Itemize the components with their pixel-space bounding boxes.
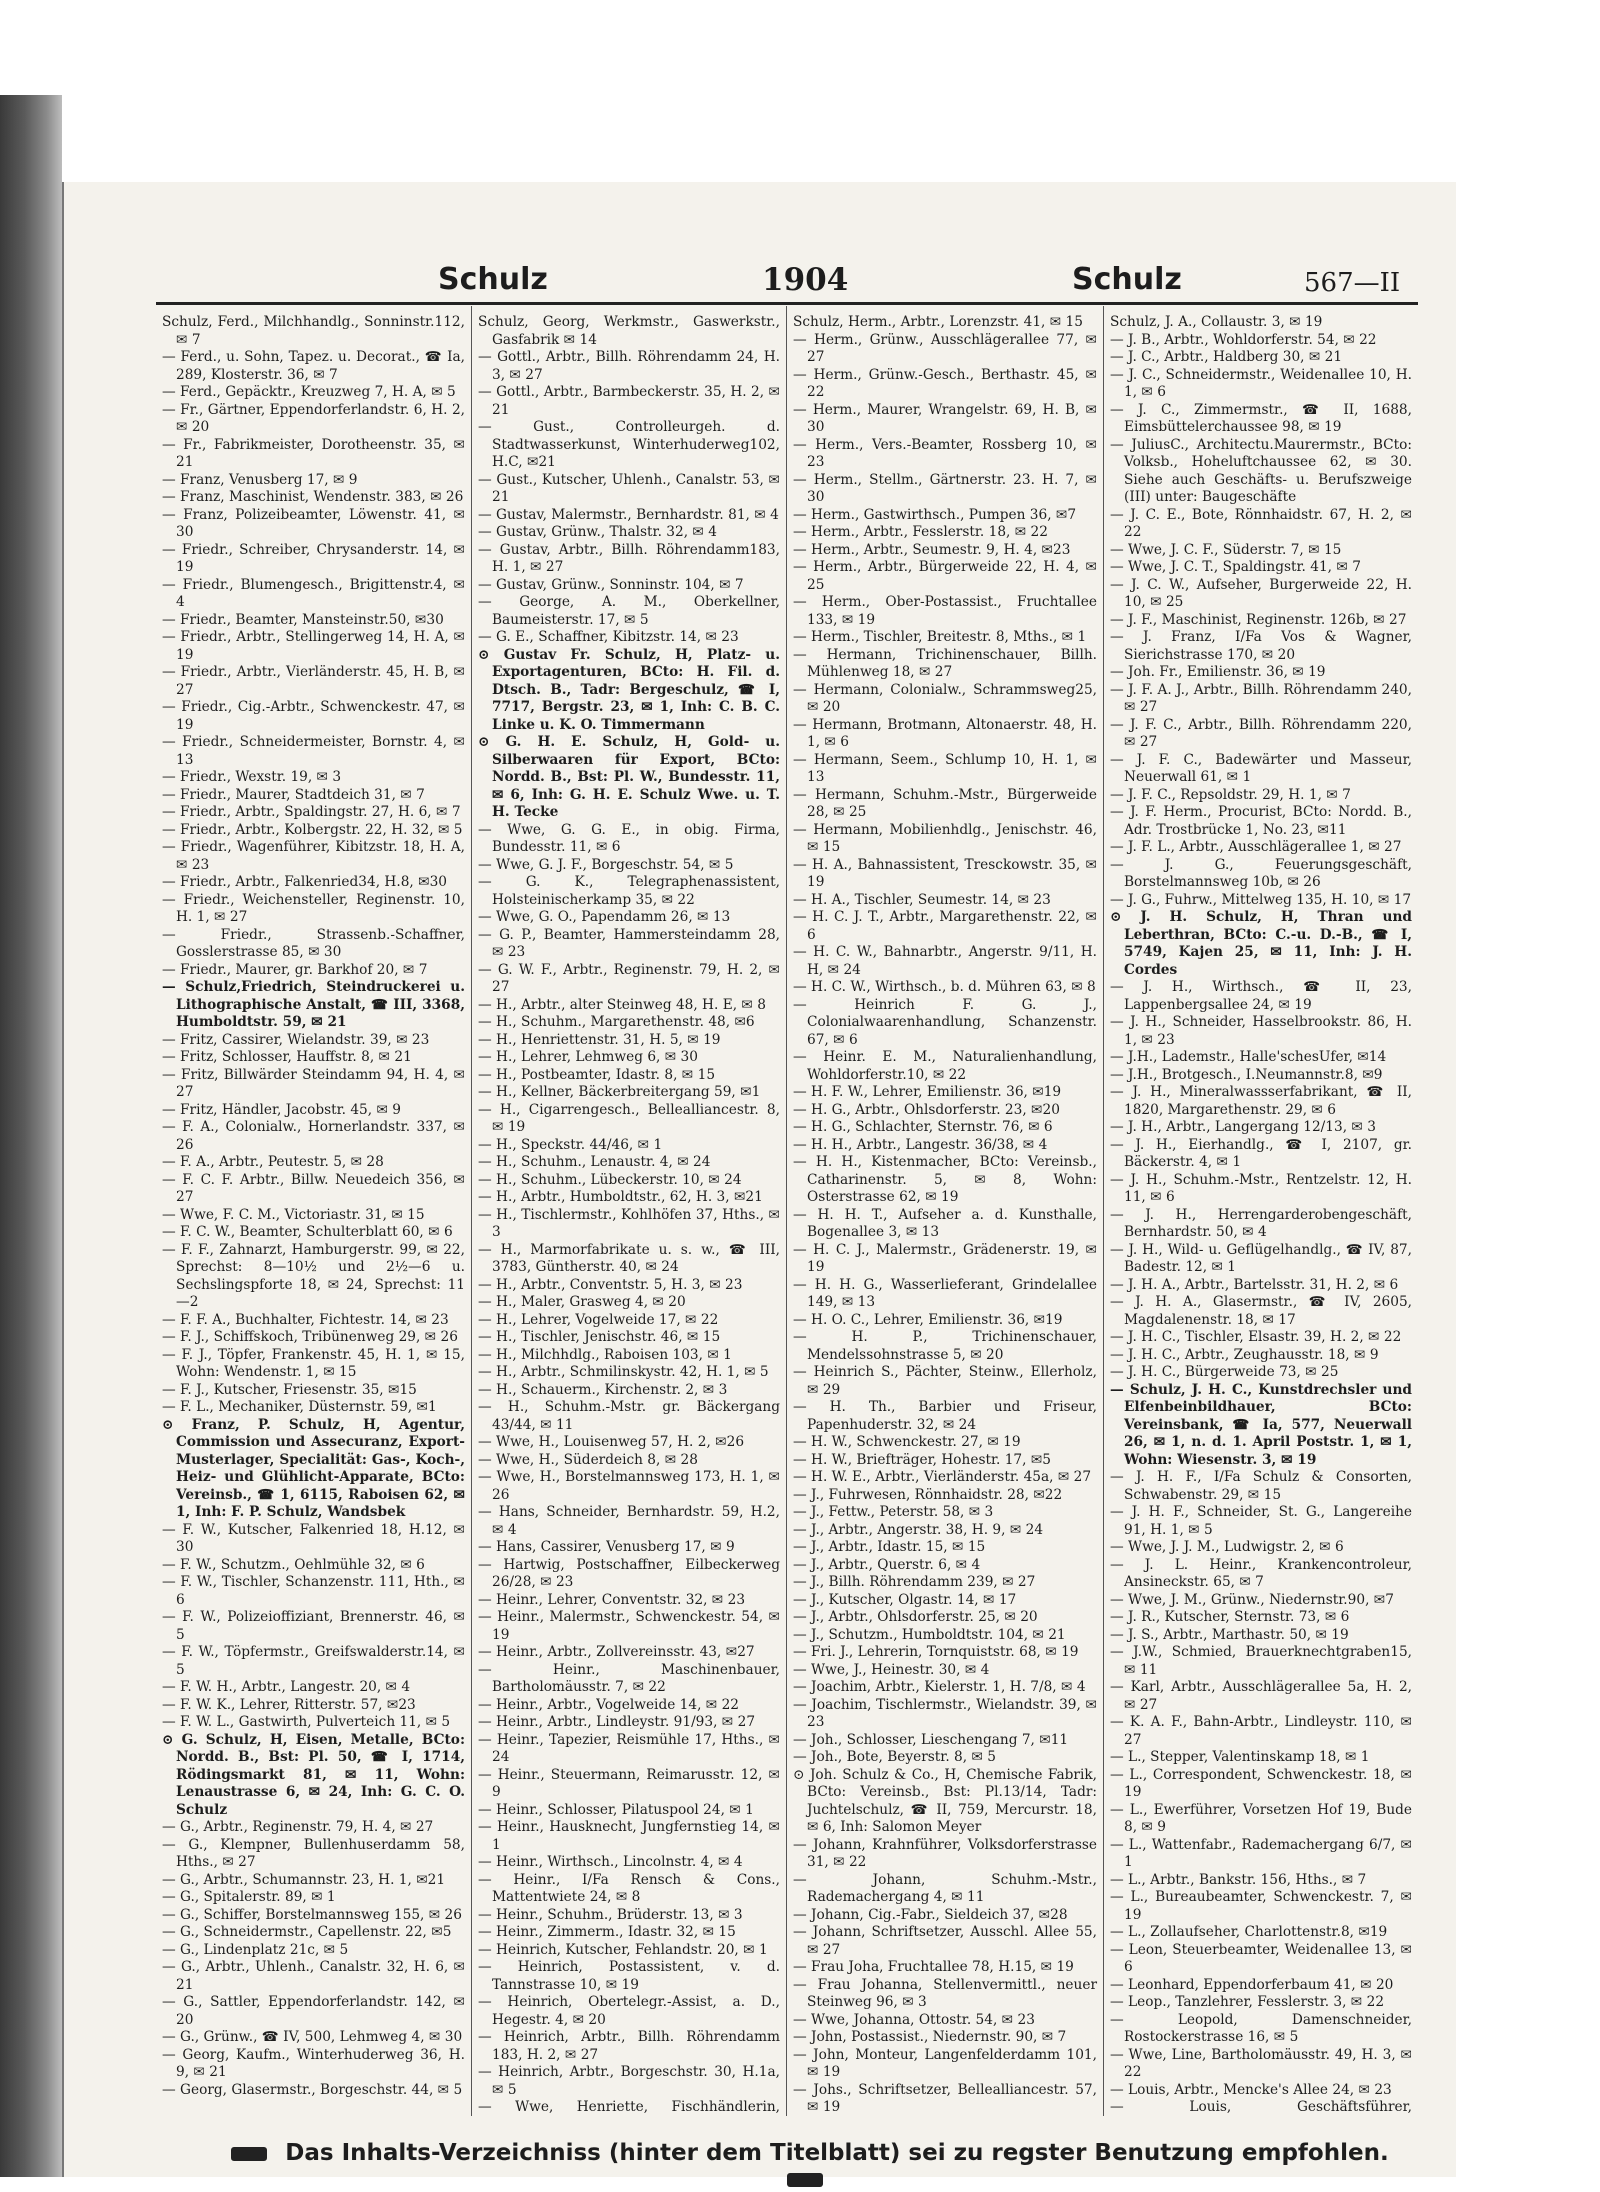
directory-entry: — Herm., Grünw.-Gesch., Berthastr. 45, ✉ 22 [793, 366, 1097, 400]
directory-entry: — G., Arbtr., Uhlenh., Canalstr. 32, H. 6, ✉ 21 [162, 1959, 465, 1993]
directory-entry: — Wwe, H., Süderdeich 8, ✉ 28 [478, 1451, 698, 1468]
directory-entry: — H. F. W., Lehrer, Emilienstr. 36, ✉19 [793, 1084, 1062, 1100]
directory-entry: — L., Correspondent, Schwenckestr. 18, ✉ 19 [1110, 1766, 1412, 1800]
directory-entry: — H., Lehrer, Lehmweg 6, ✉ 30 [478, 1049, 698, 1065]
directory-entry: — H., Schuhm., Lübeckerstr. 10, ✉ 24 [478, 1171, 742, 1188]
header-left-name: Schulz [438, 262, 548, 297]
directory-entry: — Heinrich, Kutscher, Fehlandstr. 20, ✉ 1 [478, 1941, 768, 1958]
directory-entry: — Ferd., u. Sohn, Tapez. u. Decorat., ☎ Ia, 289, Klosterstr. 36, ✉ 7 [162, 349, 465, 383]
directory-entry: — Gustav, Grünw., Sonninstr. 104, ✉ 7 [478, 576, 744, 593]
directory-entry: — H., Postbeamter, Idastr. 8, ✉ 15 [478, 1066, 716, 1083]
directory-entry: — Heinr., Zimmerm., Idastr. 32, ✉ 15 [478, 1924, 736, 1940]
directory-entry: — Friedr., Beamter, Mansteinstr.50, ✉30 [162, 611, 444, 628]
directory-entry: — John, Postassist., Niedernstr. 90, ✉ 7 [793, 2029, 1067, 2045]
directory-entry: — J. H., Eierhandlg., ☎ I, 2107, gr. Bäckerstr. 4, ✉ 1 [1110, 1136, 1412, 1170]
directory-entry: — Joachim, Tischlermstr., Wielandstr. 39, ✉ 23 [793, 1696, 1097, 1730]
directory-entry: — Heinr., Arbtr., Zollvereinsstr. 43, ✉27 [478, 1644, 755, 1660]
directory-entry: — Johann, Cig.-Fabr., Sieldeich 37, ✉28 [793, 1906, 1068, 1923]
directory-entry: — H. G., Arbtr., Ohlsdorferstr. 23, ✉20 [793, 1101, 1060, 1118]
directory-entry: — Franz, Polizeibeamter, Löwenstr. 41, ✉ 30 [162, 506, 465, 540]
directory-entry: — J.W., Schmied, Brauerknechtgraben15, ✉ 11 [1110, 1644, 1412, 1678]
directory-entry: — F. W., Schutzm., Oehlmühle 32, ✉ 6 [162, 1556, 425, 1573]
directory-entry: — Wwe, Henriette, Fischhändlerin, [478, 2099, 780, 2115]
directory-entry: — J. H., Mineralwassserfabrikant, ☎ II, 1820, Margarethenstr. 29, ✉ 6 [1110, 1084, 1412, 1118]
directory-entry: — Friedr., Cig.-Arbtr., Schwenckestr. 47, ✉ 19 [162, 699, 465, 733]
directory-entry: — Joh., Schlosser, Lieschengang 7, ✉11 [793, 1731, 1069, 1748]
directory-entry: — G. E., Schaffner, Kibitzstr. 14, ✉ 23 [478, 629, 739, 645]
directory-entry: — Fri. J., Lehrerin, Tornquiststr. 68, ✉ 19 [793, 1644, 1079, 1660]
directory-entry: — J. C., Schneidermstr., Weidenallee 10, H. 1, ✉ 6 [1110, 366, 1412, 400]
directory-entry: — F. A., Arbtr., Peutestr. 5, ✉ 28 [162, 1154, 384, 1170]
directory-entry: — Leop., Tanzlehrer, Fesslerstr. 3, ✉ 22 [1110, 1994, 1385, 2010]
directory-entry: — L., Zollaufseher, Charlottenstr.8, ✉19 [1110, 1924, 1388, 1940]
directory-entry: — L., Wattenfabr., Rademachergang 6/7, ✉ 1 [1110, 1836, 1412, 1870]
directory-entry: — Wwe, J. J. M., Ludwigstr. 2, ✉ 6 [1110, 1539, 1344, 1555]
directory-entry: — Hartwig, Postschaffner, Eilbeckerweg 26/28, ✉ 23 [478, 1556, 780, 1590]
directory-entry: — J. S., Arbtr., Marthastr. 50, ✉ 19 [1110, 1626, 1349, 1643]
directory-entry: — Johann, Schriftsetzer, Ausschl. Allee 55, ✉ 27 [793, 1924, 1097, 1958]
directory-entry: — Georg, Glasermstr., Borgeschstr. 44, ✉ 5 [162, 2081, 463, 2098]
directory-entry: — Gust., Kutscher, Uhlenh., Canalstr. 53, ✉ 21 [478, 471, 780, 505]
directory-entry: — Heinr., Arbtr., Lindleystr. 91/93, ✉ 27 [478, 1714, 756, 1730]
directory-entry: — H., Arbtr., alter Steinweg 48, H. E, ✉ 8 [478, 996, 766, 1013]
directory-entry: — Herm., Ober-Postassist., Fruchtallee 133, ✉ 19 [793, 594, 1097, 628]
directory-entry: — Friedr., Strassenb.-Schaffner, Gosslerstrasse 85, ✉ 30 [162, 926, 465, 960]
directory-entry: — Hermann, Schuhm.-Mstr., Bürgerweide 28, ✉ 25 [793, 786, 1097, 820]
directory-entry: — Heinrich S., Pächter, Steinw., Ellerholz, ✉ 29 [793, 1364, 1097, 1398]
directory-entry: — Heinrich, Arbtr., Borgeschstr. 30, H.1a, ✉ 5 [478, 2064, 780, 2098]
directory-entry: — J. F. Herm., Procurist, BCto: Nordd. B., Adr. Trostbrücke 1, No. 23, ✉11 [1110, 804, 1412, 838]
pointing-hand-icon [231, 2147, 267, 2161]
directory-entry: — George, A. M., Oberkellner, Baumeisterstr. 17, ✉ 5 [478, 594, 780, 628]
directory-entry: — Friedr., Schneidermeister, Bornstr. 4, ✉ 13 [162, 734, 465, 768]
directory-entry: — Frau Johanna, Stellenvermittl., neuer Steinweg 96, ✉ 3 [793, 1976, 1097, 2010]
directory-entry: — Hermann, Seem., Schlump 10, H. 1, ✉ 13 [793, 751, 1097, 785]
directory-entry: — G., Klempner, Bullenhuserdamm 58, Hths., ✉ 27 [162, 1836, 465, 1870]
directory-entry: — J. B., Arbtr., Wohldorferstr. 54, ✉ 22 [1110, 331, 1377, 348]
directory-entry: — J. C. W., Aufseher, Burgerweide 22, H. 10, ✉ 25 [1110, 576, 1412, 610]
directory-entry: — Hermann, Colonialw., Schrammsweg25, ✉ 20 [793, 681, 1097, 715]
directory-entry: — Wwe, J. C. T., Spaldingstr. 41, ✉ 7 [1110, 559, 1361, 575]
directory-entry: — Frau Joha, Fruchtallee 78, H.15, ✉ 19 [793, 1959, 1074, 1975]
directory-entry: — J. F. C., Repsoldstr. 29, H. 1, ✉ 7 [1110, 786, 1351, 803]
directory-entry: — John, Monteur, Langenfelderdamm 101, ✉ 19 [793, 2046, 1097, 2080]
directory-entry: — H., Marmorfabrikate u. s. w., ☎ III, 3783, Güntherstr. 40, ✉ 24 [478, 1241, 780, 1275]
directory-entry: ⊙ G. Schulz, H, Eisen, Metalle, BCto: Nordd. B., Bst: Pl. 50, ☎ I, 1714, Rödingsmarkt 81, ✉ 11, Wohn: Lenaustrasse 6, ✉ 24, Inh: G. C. O. Schulz [162, 1731, 465, 1818]
directory-entry: — H., Kellner, Bäckerbreitergang 59, ✉1 [478, 1084, 761, 1100]
directory-entry: — Heinrich, Arbtr., Billh. Röhrendamm 183, H. 2, ✉ 27 [478, 2029, 780, 2063]
directory-entry: — J. R., Kutscher, Sternstr. 73, ✉ 6 [1110, 1609, 1350, 1625]
directory-entry: — H. Th., Barbier und Friseur, Papenhuderstr. 32, ✉ 24 [793, 1399, 1097, 1433]
directory-entry: — Gust., Controlleurgeh. d. Stadtwasserkunst, Winterhuderweg102, H.C, ✉21 [478, 419, 780, 470]
directory-entry: — J. H., Wild- u. Geflügelhandlg., ☎ IV, 87, Badestr. 12, ✉ 1 [1110, 1241, 1412, 1275]
directory-entry: — Heinr., Steuermann, Reimarusstr. 12, ✉ 9 [478, 1766, 780, 1800]
directory-entry: — Wwe, F. C. M., Victoriastr. 31, ✉ 15 [162, 1206, 425, 1223]
directory-entry: — F. J., Schiffskoch, Tribünenweg 29, ✉ 26 [162, 1329, 458, 1345]
directory-entry: — Heinr., Lehrer, Conventstr. 32, ✉ 23 [478, 1591, 746, 1608]
directory-entry: — Wwe, J., Heinestr. 30, ✉ 4 [793, 1661, 990, 1678]
directory-entry: — J., Schutzm., Humboldtstr. 104, ✉ 21 [793, 1626, 1066, 1643]
directory-entry: — Heinr., Maschinenbauer, Bartholomäusstr. 7, ✉ 22 [478, 1661, 780, 1695]
directory-entry: — Friedr., Arbtr., Spaldingstr. 27, H. 6, ✉ 7 [162, 804, 461, 820]
directory-entry: — H. O. C., Lehrer, Emilienstr. 36, ✉19 [793, 1311, 1063, 1328]
header-rule [156, 302, 1418, 305]
directory-entry: — Georg, Kaufm., Winterhuderweg 36, H. 9, ✉ 21 [162, 2046, 465, 2080]
directory-entry: — J. G., Feuerungsgeschäft, Borstelmannsweg 10b, ✉ 26 [1110, 856, 1412, 890]
directory-entry: — H., Cigarrengesch., Bellealliancestr. 8, ✉ 19 [478, 1101, 780, 1135]
directory-entry: — J.H., Lademstr., Halle'schesUfer, ✉14 [1110, 1049, 1387, 1065]
directory-entry: — H. W. E., Arbtr., Vierländerstr. 45a, ✉ 27 [793, 1469, 1092, 1485]
directory-entry: — H. H., Kistenmacher, BCto: Vereinsb., Catharinenstr. 5, ✉ 8, Wohn: Osterstrasse 62, ✉ 19 [793, 1154, 1097, 1205]
directory-entry: — H. P., Trichinenschauer, Mendelssohnstrasse 5, ✉ 20 [793, 1329, 1097, 1363]
directory-entry: — H., Schuhm., Lenaustr. 4, ✉ 24 [478, 1154, 711, 1170]
directory-entry: — Herm., Gastwirthsch., Pumpen 36, ✉7 [793, 506, 1077, 523]
directory-entry: — H. A., Tischler, Seumestr. 14, ✉ 23 [793, 891, 1051, 908]
directory-entry: — Leon, Steuerbeamter, Weidenallee 13, ✉ 6 [1110, 1941, 1412, 1975]
directory-entry: — F. A., Colonialw., Hornerlandstr. 337, ✉ 26 [162, 1119, 465, 1153]
directory-entry: — Friedr., Arbtr., Falkenried34, H.8, ✉30 [162, 874, 447, 890]
directory-entry: — H. C. J. T., Arbtr., Margarethenstr. 22, ✉ 6 [793, 909, 1097, 943]
directory-entry: — Heinr., Wirthsch., Lincolnstr. 4, ✉ 4 [478, 1854, 743, 1870]
directory-entry: — H., Schuhm., Margarethenstr. 48, ✉6 [478, 1014, 755, 1030]
directory-entry: — F. W., Tischler, Schanzenstr. 111, Hth., ✉ 6 [162, 1574, 465, 1608]
directory-entry: — J.H., Brotgesch., I.Neumannstr.8, ✉9 [1110, 1066, 1383, 1083]
directory-entry: — Fritz, Cassirer, Wielandstr. 39, ✉ 23 [162, 1031, 430, 1048]
directory-entry: — H. H., Arbtr., Langestr. 36/38, ✉ 4 [793, 1136, 1048, 1153]
directory-entry: — J., Arbtr., Idastr. 15, ✉ 15 [793, 1539, 986, 1555]
directory-entry: — Joh., Bote, Beyerstr. 8, ✉ 5 [793, 1749, 996, 1765]
directory-entry: — Wwe, G. O., Papendamm 26, ✉ 13 [478, 909, 731, 925]
directory-entry: — F. W., Töpfermstr., Greifswalderstr.14, ✉ 5 [162, 1644, 465, 1678]
directory-entry: — Wwe, Johanna, Ottostr. 54, ✉ 23 [793, 2011, 1035, 2028]
directory-entry: — Wwe, J. C. F., Süderstr. 7, ✉ 15 [1110, 541, 1342, 558]
directory-column-2 [471, 306, 786, 2116]
directory-entry: — Schulz,Friedrich, Steindruckerei u. Lithographische Anstalt, ☎ III, 3368, Humboldtstr. 59, ✉ 21 [162, 979, 465, 1030]
directory-entry: — H., Arbtr., Conventstr. 5, H. 3, ✉ 23 [478, 1276, 743, 1293]
directory-entry: — G. P., Beamter, Hammersteindamm 28, ✉ 23 [478, 926, 780, 960]
directory-entry: — Fr., Gärtner, Eppendorferlandstr. 6, H. 2, ✉ 20 [162, 401, 465, 435]
directory-entry: — Gottl., Arbtr., Barmbeckerstr. 35, H. 2, ✉ 21 [478, 384, 780, 418]
header-year: 1904 [762, 262, 849, 298]
directory-entry: — J. F. C., Arbtr., Billh. Röhrendamm 220, ✉ 27 [1110, 716, 1412, 750]
directory-entry: — F. F. A., Buchhalter, Fichtestr. 14, ✉ 23 [162, 1311, 449, 1328]
directory-entry: — Heinr., Schlosser, Pilatuspool 24, ✉ 1 [478, 1801, 754, 1818]
directory-entry: — Hermann, Mobilienhdlg., Jenischstr. 46, ✉ 15 [793, 821, 1097, 855]
directory-entry: — G., Grünw., ☎ IV, 500, Lehmweg 4, ✉ 30 [162, 2029, 463, 2045]
directory-entry: — H., Arbtr., Schmilinskystr. 42, H. 1, ✉ 5 [478, 1364, 769, 1380]
directory-entry: — Ferd., Gepäcktr., Kreuzweg 7, H. A, ✉ 5 [162, 384, 456, 400]
directory-entry: — H. W., Schwenckestr. 27, ✉ 19 [793, 1434, 1021, 1450]
directory-entry: — G., Schiffer, Borstelmannsweg 155, ✉ 26 [162, 1906, 462, 1923]
directory-entry: — G., Sattler, Eppendorferlandstr. 142, ✉ 20 [162, 1994, 465, 2028]
directory-entry: — H. C. W., Bahnarbtr., Angerstr. 9/11, H. H, ✉ 24 [793, 944, 1097, 978]
directory-entry: — Friedr., Arbtr., Kolbergstr. 22, H. 32, ✉ 5 [162, 821, 463, 838]
directory-entry: — L., Bureaubeamter, Schwenckestr. 7, ✉ 19 [1110, 1889, 1412, 1923]
directory-entry: — J., Fuhrwesen, Rönnhaidstr. 28, ✉22 [793, 1486, 1063, 1503]
directory-entry: — Wwe, Line, Bartholomäusstr. 49, H. 3, ✉ 22 [1110, 2046, 1412, 2080]
directory-entry: — F. W. K., Lehrer, Ritterstr. 57, ✉23 [162, 1696, 416, 1713]
directory-entry: — J. G., Fuhrw., Mittelweg 135, H. 10, ✉ 17 [1110, 891, 1412, 908]
directory-entry: — J. C., Zimmermstr., ☎ II, 1688, Eimsbüttelerchaussee 98, ✉ 19 [1110, 401, 1412, 435]
directory-entry: — J. F. A. J., Arbtr., Billh. Röhrendamm 240, ✉ 27 [1110, 681, 1412, 715]
directory-entry: — Heinr., Arbtr., Vogelweide 14, ✉ 22 [478, 1696, 740, 1713]
directory-entry: — Gustav, Arbtr., Billh. Röhrendamm183, H. 1, ✉ 27 [478, 541, 780, 575]
directory-entry: — Franz, Venusberg 17, ✉ 9 [162, 471, 358, 488]
directory-entry: — Johann, Krahnführer, Volksdorferstrasse 31, ✉ 22 [793, 1836, 1097, 1870]
directory-entry: — Friedr., Blumengesch., Brigittenstr.4, ✉ 4 [162, 576, 465, 610]
directory-entry: — J., Kutscher, Olgastr. 14, ✉ 17 [793, 1591, 1017, 1608]
directory-column-4 [1103, 306, 1418, 2116]
directory-entry: — Heinr. E. M., Naturalienhandlung, Wohldorferstr.10, ✉ 22 [793, 1049, 1097, 1083]
directory-entry: — J., Arbtr., Querstr. 6, ✉ 4 [793, 1556, 981, 1573]
directory-entry: — F. W. H., Arbtr., Langestr. 20, ✉ 4 [162, 1679, 411, 1695]
directory-entry: — H., Tischler, Jenischstr. 46, ✉ 15 [478, 1329, 721, 1345]
directory-entry: — J. H., Schneider, Hasselbrookstr. 86, H. 1, ✉ 23 [1110, 1014, 1412, 1048]
directory-entry: — G., Lindenplatz 21c, ✉ 5 [162, 1941, 349, 1958]
directory-entry: — Herm., Grünw., Ausschlägerallee 77, ✉ 27 [793, 331, 1097, 365]
directory-entry: ⊙ J. H. Schulz, H, Thran und Leberthran, BCto: C.-u. D.-B., ☎ I, 5749, Kajen 25, ✉ 11, Inh: J. H. Cordes [1110, 909, 1412, 978]
directory-entry: — J. Franz, I/Fa Vos & Wagner, Sierichstrasse 170, ✉ 20 [1110, 629, 1412, 663]
directory-entry: — Herm., Stellm., Gärtnerstr. 23. H. 7, ✉ 30 [793, 471, 1097, 505]
directory-entry: — Heinr., Schuhm., Brüderstr. 13, ✉ 3 [478, 1906, 743, 1923]
directory-entry: — Fritz, Schlosser, Hauffstr. 8, ✉ 21 [162, 1049, 412, 1065]
directory-entry: — H. C. W., Wirthsch., b. d. Mühren 63, ✉ 8 [793, 979, 1096, 995]
directory-entry: — J. C., Arbtr., Haldberg 30, ✉ 21 [1110, 349, 1343, 365]
directory-entry: — L., Ewerführer, Vorsetzen Hof 19, Bude 8, ✉ 9 [1110, 1801, 1412, 1835]
directory-entry: — F. F., Zahnarzt, Hamburgerstr. 99, ✉ 22, Sprechst: 8—10½ und 2½—6 u. Sechslingspforte 18, ✉ 24, Sprechst: 11—2 [162, 1241, 465, 1310]
directory-entry: — Herm., Vers.-Beamter, Rossberg 10, ✉ 23 [793, 436, 1097, 470]
directory-entry: — Heinr., Malermstr., Schwenckestr. 54, ✉ 19 [478, 1609, 780, 1643]
directory-entry: — H. G., Schlachter, Sternstr. 76, ✉ 6 [793, 1119, 1053, 1135]
directory-entry: — J. H., Schuhm.-Mstr., Rentzelstr. 12, H. 11, ✉ 6 [1110, 1171, 1412, 1205]
directory-entry: — J. H., Herrengarderobengeschäft, Bernhardstr. 50, ✉ 4 [1110, 1206, 1412, 1240]
directory-entry: — F. C. F. Arbtr., Billw. Neuedeich 356, ✉ 27 [162, 1171, 465, 1205]
directory-entry: — Wwe, G. J. F., Borgeschstr. 54, ✉ 5 [478, 856, 734, 873]
directory-entry: Schulz, J. A., Collaustr. 3, ✉ 19 [1110, 314, 1323, 330]
directory-entry: — G. K., Telegraphenassistent, Holsteinischerkamp 35, ✉ 22 [478, 874, 780, 908]
directory-entry: — J., Fettw., Peterstr. 58, ✉ 3 [793, 1504, 994, 1520]
directory-entry: — Fritz, Händler, Jacobstr. 45, ✉ 9 [162, 1101, 401, 1118]
directory-entry: — H., Maler, Grasweg 4, ✉ 20 [478, 1294, 686, 1310]
page-number: 567—II [1304, 268, 1401, 298]
pointing-hand-icon [787, 2173, 823, 2187]
directory-entry: — Friedr., Wexstr. 19, ✉ 3 [162, 769, 342, 785]
directory-entry: — H. C. J., Malermstr., Grädenerstr. 19, ✉ 19 [793, 1241, 1097, 1275]
directory-entry: — G., Arbtr., Reginenstr. 79, H. 4, ✉ 27 [162, 1819, 434, 1835]
header-right-name: Schulz [1072, 262, 1182, 297]
directory-entry: — Joh. Fr., Emilienstr. 36, ✉ 19 [1110, 664, 1326, 680]
directory-entry: — J. H., Arbtr., Langergang 12/13, ✉ 3 [1110, 1119, 1376, 1135]
directory-entry: — Friedr., Wagenführer, Kibitzstr. 18, H. A, ✉ 23 [162, 839, 465, 873]
directory-entry: — Friedr., Maurer, gr. Barkhof 20, ✉ 7 [162, 961, 428, 978]
directory-entry: — Heinr., I/Fa Rensch & Cons., Mattentwiete 24, ✉ 8 [478, 1871, 780, 1905]
directory-entry: — H., Henriettenstr. 31, H. 5, ✉ 19 [478, 1031, 721, 1048]
directory-entry: — Hans, Cassirer, Venusberg 17, ✉ 9 [478, 1539, 735, 1555]
directory-entry: — H. W., Briefträger, Hohestr. 17, ✉5 [793, 1451, 1052, 1468]
directory-entry: — F. J., Kutscher, Friesenstr. 35, ✉15 [162, 1381, 417, 1398]
directory-entry: — J. H. C., Tischler, Elsastr. 39, H. 2, ✉ 22 [1110, 1329, 1402, 1345]
directory-entry: Schulz, Georg, Werkmstr., Gaswerkstr., Gasfabrik ✉ 14 [478, 314, 780, 348]
directory-entry: — Wwe, H., Louisenweg 57, H. 2, ✉26 [478, 1434, 745, 1450]
directory-entry: — Herm., Arbtr., Bürgerweide 22, H. 4, ✉ 25 [793, 559, 1097, 593]
directory-entry: — Wwe, H., Borstelmannsweg 173, H. 1, ✉ 26 [478, 1469, 780, 1503]
directory-entry: — F. L., Mechaniker, Düsternstr. 59, ✉1 [162, 1399, 437, 1415]
directory-entry: — Friedr., Schreiber, Chrysanderstr. 14, ✉ 19 [162, 541, 465, 575]
directory-entry: — Heinr., Tapezier, Reismühle 17, Hths., ✉ 24 [478, 1731, 780, 1765]
directory-entry: ⊙ G. H. E. Schulz, H, Gold- u. Silberwaaren für Export, BCto: Nordd. B., Bst: Pl. W., Bundesstr. 11, ✉ 6, Inh: G. H. E. Schulz Wwe. u. T. H. Tecke [478, 734, 780, 820]
directory-columns [156, 306, 1418, 2116]
directory-column-1 [156, 306, 471, 2116]
directory-entry: — H. A., Bahnassistent, Tresckowstr. 35, ✉ 19 [793, 856, 1097, 890]
directory-entry: — H., Lehrer, Vogelweide 17, ✉ 22 [478, 1311, 719, 1328]
directory-entry: — Heinr., Hausknecht, Jungfernstieg 14, ✉ 1 [478, 1819, 780, 1853]
directory-entry: — J., Arbtr., Ohlsdorferstr. 25, ✉ 20 [793, 1609, 1038, 1625]
directory-entry: — Friedr., Arbtr., Stellingerweg 14, H. A, ✉ 19 [162, 629, 465, 663]
directory-entry: — J. H. F., Schneider, St. G., Langereihe 91, H. 1, ✉ 5 [1110, 1504, 1412, 1538]
directory-entry: — Schulz, J. H. C., Kunstdrechsler und Elfenbeinbildhauer, BCto: Vereinsbank, ☎ Ia, 577, Neuerwall 26, ✉ 1, n. d. 1. April Poststr. 1, ✉ 1, Wohn: Wiesenstr. 3, ✉ 19 [1110, 1381, 1412, 1468]
directory-entry: — Johann, Schuhm.-Mstr., Rademachergang 4, ✉ 11 [793, 1871, 1097, 1905]
directory-entry: — J. H. A., Glasermstr., ☎ IV, 2605, Magdalenenstr. 18, ✉ 17 [1110, 1294, 1412, 1328]
directory-entry: — H., Arbtr., Humboldtstr., 62, H. 3, ✉21 [478, 1189, 763, 1205]
directory-entry: — H., Schuhm.-Mstr. gr. Bäckergang 43/44, ✉ 11 [478, 1399, 780, 1433]
directory-entry: — H., Schauerm., Kirchenstr. 2, ✉ 3 [478, 1381, 728, 1398]
directory-entry: — J. C. E., Bote, Rönnhaidstr. 67, H. 2, ✉ 22 [1110, 506, 1412, 540]
directory-entry: — J. H. A., Arbtr., Bartelsstr. 31, H. 2, ✉ 6 [1110, 1276, 1399, 1293]
directory-entry: — Wwe, G. G. E., in obig. Firma, Bundesstr. 11, ✉ 6 [478, 821, 780, 855]
directory-entry: — Heinrich, Obertelegr.-Assist, a. D., Hegestr. 4, ✉ 20 [478, 1994, 780, 2028]
directory-entry: — Herm., Arbtr., Seumestr. 9, H. 4, ✉23 [793, 541, 1071, 558]
directory-entry: — Gustav, Grünw., Thalstr. 32, ✉ 4 [478, 524, 717, 540]
directory-entry: — J. F., Maschinist, Reginenstr. 126b, ✉ 27 [1110, 611, 1407, 628]
directory-entry: — JuliusC., Architectu.Maurermstr., BCto: Volksb., Hoheluftchaussee 62, ✉ 30. Siehe auch Geschäfts- u. Berufszweige (III) unter: Baugeschäfte [1110, 436, 1412, 505]
directory-entry: — Louis, Geschäftsführer, [1110, 2099, 1412, 2115]
directory-entry: — Fr., Fabrikmeister, Dorotheenstr. 35, ✉ 21 [162, 436, 465, 470]
directory-entry: ⊙ Gustav Fr. Schulz, H, Platz- u. Exportagenturen, BCto: H. Fil. d. Dtsch. B., Tadr: Bergeschulz, ☎ I, 7717, Bergstr. 23, ✉ 1, Inh: C. B. C. Linke u. K. O. Timmermann [478, 646, 780, 733]
directory-entry: — J. F. C., Badewärter und Masseur, Neuerwall 61, ✉ 1 [1110, 751, 1412, 785]
directory-entry: — F. W. L., Gastwirth, Pulverteich 11, ✉ 5 [162, 1714, 451, 1730]
directory-entry: — Herm., Tischler, Breitestr. 8, Mths., ✉ 1 [793, 629, 1087, 645]
directory-entry: — Herm., Maurer, Wrangelstr. 69, H. B, ✉ 30 [793, 401, 1097, 435]
directory-entry: — L., Stepper, Valentinskamp 18, ✉ 1 [1110, 1749, 1370, 1765]
directory-entry: — Friedr., Arbtr., Vierländerstr. 45, H. B, ✉ 27 [162, 664, 465, 698]
directory-entry: — Franz, Maschinist, Wendenstr. 383, ✉ 26 [162, 489, 464, 505]
directory-entry: — Louis, Arbtr., Mencke's Allee 24, ✉ 23 [1110, 2081, 1392, 2098]
directory-entry: ⊙ Franz, P. Schulz, H, Agentur, Commission und Assecuranz, Export-Musterlager, Specialität: Gas-, Koch-, Heiz- und Glühlicht-Apparate, BCto: Vereinsb., ☎ 1, 6115, Raboisen 62, ✉ 1, Inh: F. P. Schulz, Wandsbek [162, 1416, 465, 1520]
directory-entry: — H., Milchhdlg., Raboisen 103, ✉ 1 [478, 1346, 732, 1363]
footer-notice [200, 2140, 1410, 2192]
directory-entry: — J. F. L., Arbtr., Ausschlägerallee 1, ✉ 27 [1110, 839, 1402, 855]
directory-entry: — Herm., Arbtr., Fesslerstr. 18, ✉ 22 [793, 524, 1048, 540]
directory-entry: — G. W. F., Arbtr., Reginenstr. 79, H. 2, ✉ 27 [478, 961, 780, 995]
directory-entry: — J. H. F., I/Fa Schulz & Consorten, Schwabenstr. 29, ✉ 15 [1110, 1469, 1412, 1503]
directory-entry: — Friedr., Weichensteller, Reginenstr. 10, H. 1, ✉ 27 [162, 891, 465, 925]
directory-entry: Schulz, Ferd., Milchhandlg., Sonninstr.112, ✉ 7 [162, 314, 465, 348]
directory-entry: — Hermann, Brotmann, Altonaerstr. 48, H. 1, ✉ 6 [793, 716, 1097, 750]
directory-entry: — J., Billh. Röhrendamm 239, ✉ 27 [793, 1574, 1036, 1590]
directory-entry: — Leonhard, Eppendorferbaum 41, ✉ 20 [1110, 1976, 1394, 1993]
directory-entry: — Wwe, J. M., Grünw., Niedernstr.90, ✉7 [1110, 1591, 1394, 1608]
directory-entry: — F. W., Polizeioffiziant, Brennerstr. 46, ✉ 5 [162, 1609, 465, 1643]
directory-entry: — H., Tischlermstr., Kohlhöfen 37, Hths., ✉ 3 [478, 1206, 780, 1240]
directory-entry: — Heinrich, Postassistent, v. d. Tannstrasse 10, ✉ 19 [478, 1959, 780, 1993]
directory-column-3 [786, 306, 1103, 2116]
directory-entry: — J., Arbtr., Angerstr. 38, H. 9, ✉ 24 [793, 1521, 1044, 1538]
directory-entry: — H. H. G., Wasserlieferant, Grindelallee 149, ✉ 13 [793, 1276, 1097, 1310]
directory-entry: — G., Schneidermstr., Capellenstr. 22, ✉5 [162, 1924, 452, 1940]
book-binding [0, 95, 62, 2177]
directory-entry: — F. W., Kutscher, Falkenried 18, H.12, ✉ 30 [162, 1521, 465, 1555]
directory-entry: — Gustav, Malermstr., Bernhardstr. 81, ✉ 4 [478, 506, 779, 523]
directory-entry: — Friedr., Maurer, Stadtdeich 31, ✉ 7 [162, 786, 425, 803]
directory-entry: — H., Speckstr. 44/46, ✉ 1 [478, 1136, 663, 1153]
directory-entry: — G., Arbtr., Schumannstr. 23, H. 1, ✉21 [162, 1871, 446, 1888]
directory-entry: — Hans, Schneider, Bernhardstr. 59, H.2, ✉ 4 [478, 1504, 780, 1538]
directory-entry: — Karl, Arbtr., Ausschlägerallee 5a, H. 2, ✉ 27 [1110, 1679, 1412, 1713]
directory-entry: — H. H. T., Aufseher a. d. Kunsthalle, Bogenallee 3, ✉ 13 [793, 1206, 1097, 1240]
directory-entry: — G., Spitalerstr. 89, ✉ 1 [162, 1889, 336, 1905]
directory-entry: — F. C. W., Beamter, Schulterblatt 60, ✉ 6 [162, 1224, 453, 1240]
directory-entry: — Johs., Schriftsetzer, Bellealliancestr. 57, ✉ 19 [793, 2081, 1097, 2115]
directory-entry: ⊙ Joh. Schulz & Co., H, Chemische Fabrik, BCto: Vereinsb., Bst: Pl.13/14, Tadr: Juchtelschulz, ☎ II, 759, Mercurstr. 18, ✉ 6, Inh: Salomon Meyer [793, 1766, 1097, 1835]
directory-entry: — Hermann, Trichinenschauer, Billh. Mühlenweg 18, ✉ 27 [793, 646, 1097, 680]
directory-entry: — Fritz, Billwärder Steindamm 94, H. 4, ✉ 27 [162, 1066, 465, 1100]
directory-entry: Schulz, Herm., Arbtr., Lorenzstr. 41, ✉ 15 [793, 314, 1083, 330]
directory-entry: — K. A. F., Bahn-Arbtr., Lindleystr. 110, ✉ 27 [1110, 1714, 1412, 1748]
directory-entry: — J. H. C., Arbtr., Zeughausstr. 18, ✉ 9 [1110, 1346, 1379, 1363]
directory-entry: — J. H., Wirthsch., ☎ II, 23, Lappenbergsallee 24, ✉ 19 [1110, 979, 1412, 1013]
directory-entry: — J. H. C., Bürgerweide 73, ✉ 25 [1110, 1364, 1339, 1380]
directory-entry: — Heinrich F. G. J., Colonialwaarenhandlung, Schanzenstr. 67, ✉ 6 [793, 996, 1097, 1048]
directory-entry: — Joachim, Arbtr., Kielerstr. 1, H. 7/8, ✉ 4 [793, 1679, 1086, 1695]
directory-entry: — F. J., Töpfer, Frankenstr. 45, H. 1, ✉ 15, Wohn: Wendenstr. 1, ✉ 15 [162, 1346, 465, 1380]
directory-entry: — Gottl., Arbtr., Billh. Röhrendamm 24, H. 3, ✉ 27 [478, 349, 780, 383]
footer-text: Das Inhalts-Verzeichniss (hinter dem Titelblatt) sei zu regster Benutzung empfohlen. [285, 2140, 1389, 2166]
directory-entry: — Leopold, Damenschneider, Rostockerstrasse 16, ✉ 5 [1110, 2011, 1412, 2045]
directory-entry: — L., Arbtr., Bankstr. 156, Hths., ✉ 7 [1110, 1871, 1367, 1888]
directory-entry: — J. L. Heinr., Krankencontroleur, Ansineckstr. 65, ✉ 7 [1110, 1556, 1412, 1590]
